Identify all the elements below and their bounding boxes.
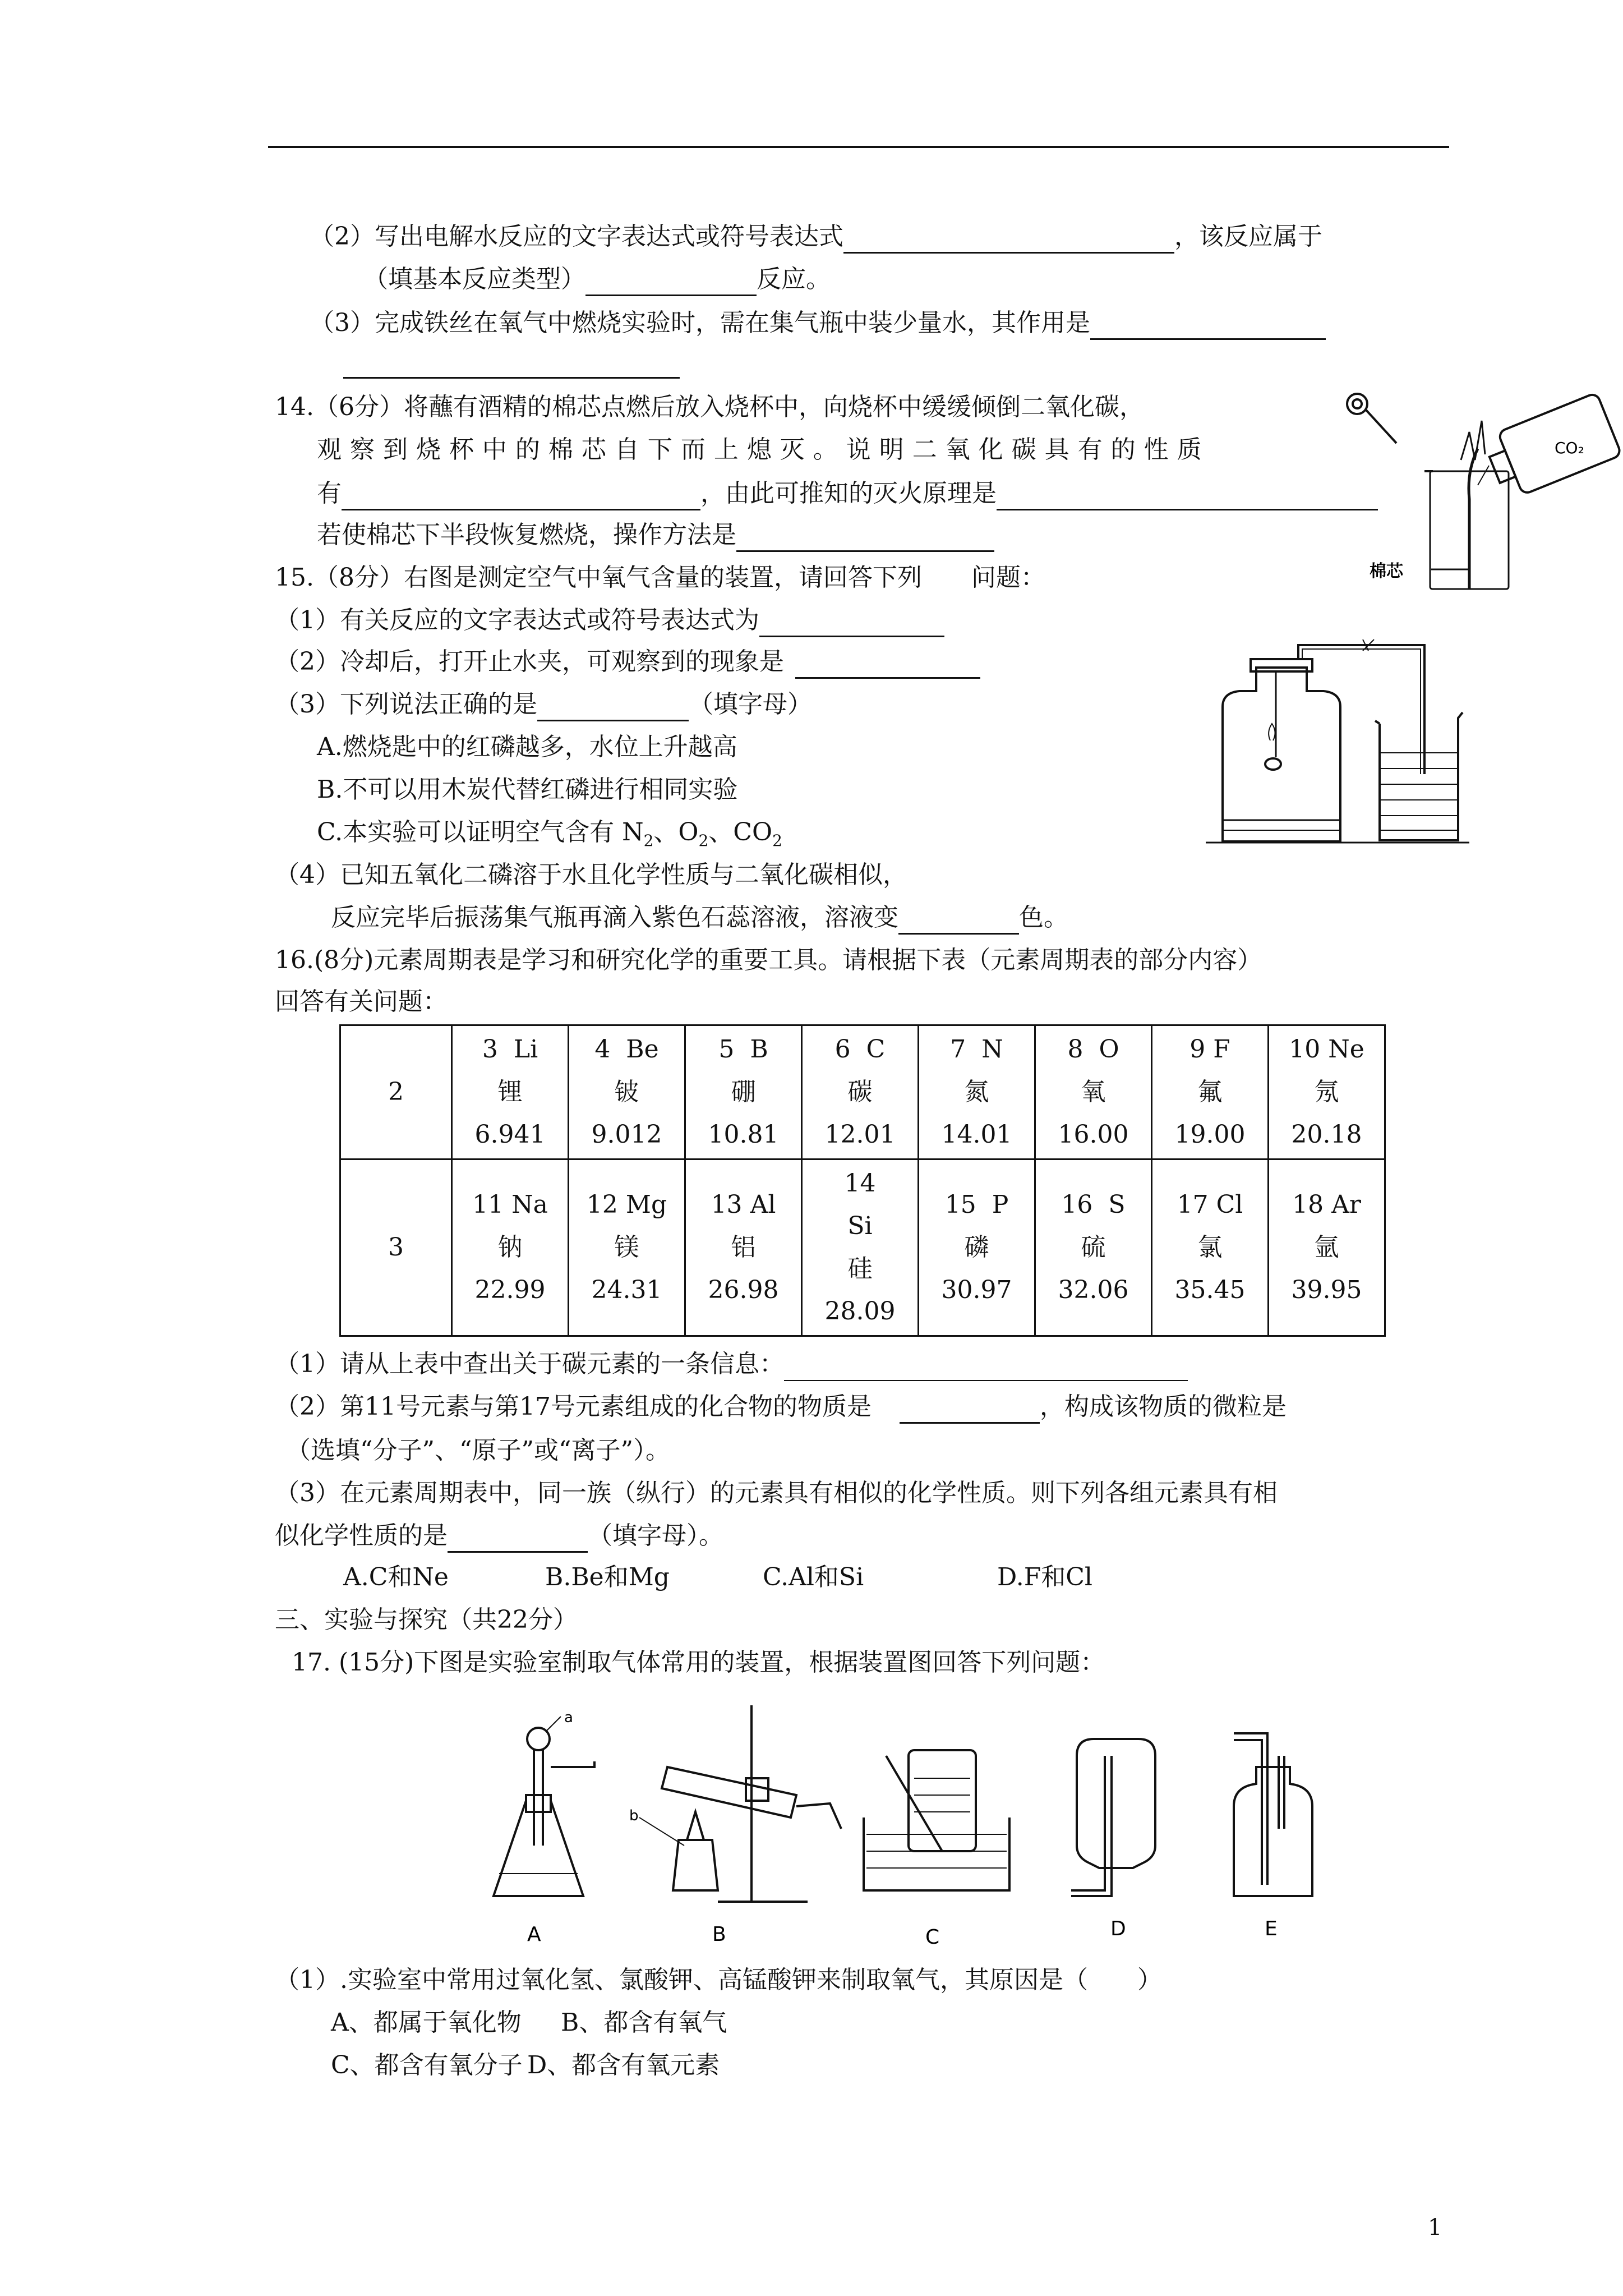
q16-part3: （3）在元素周期表中，同一族（纵行）的元素具有相似的化学性质。则下列各组元素具有相 — [275, 1479, 1278, 1507]
q17-option-a: A、都属于氧化物 — [331, 2008, 522, 2037]
answer-blank[interactable] — [759, 611, 944, 637]
element-al: 13 Al 铝 26.98 — [685, 1159, 802, 1336]
label-apparatus-a: A — [527, 1923, 541, 1946]
q13-part2-line2: （填基本反应类型） 反应。 — [363, 263, 831, 296]
apparatus-d — [1071, 1739, 1155, 1896]
answer-blank[interactable] — [537, 695, 689, 721]
q15-part2: （2）冷却后，打开止水夹，可观察到的现象是 — [275, 645, 980, 679]
answer-blank[interactable] — [736, 526, 994, 552]
element-b: 5 B 硼 10.81 — [685, 1025, 802, 1159]
q13-part3: （3）完成铁丝在氧气中燃烧实验时，需在集气瓶中装少量水，其作用是 — [310, 306, 1326, 340]
q16-option-c: C.Al和Si — [763, 1563, 864, 1591]
q16-line1: 16.(8分)元素周期表是学习和研究化学的重要工具。请根据下表（元素周期表的部分内容） — [275, 946, 1262, 974]
answer-blank[interactable] — [843, 227, 1174, 254]
period-cell: 2 — [340, 1025, 452, 1159]
element-be: 4 Be 铍 9.012 — [569, 1025, 685, 1159]
header-rule — [268, 146, 1449, 148]
q16-option-b: B.Be和Mg — [545, 1563, 670, 1591]
q16-part2-line2: （选填“分子”、“原子”或“离子”）。 — [286, 1436, 670, 1465]
answer-blank[interactable] — [795, 652, 980, 679]
label-apparatus-c: C — [925, 1926, 940, 1949]
q15-apparatus-figure — [1206, 628, 1469, 858]
answer-blank[interactable] — [900, 1397, 1040, 1424]
q15-option-c: C.本实验可以证明空气含有 $N_2$、$O_2$、$CO_2$ — [317, 818, 782, 850]
label-apparatus-e: E — [1265, 1917, 1278, 1940]
q17-part1: （1）.实验室中常用过氧化氢、氯酸钾、高锰酸钾来制取氧气，其原因是（ ） — [275, 1966, 1162, 1994]
apparatus-c — [864, 1750, 1009, 1890]
answer-blank[interactable] — [1090, 314, 1326, 340]
label-b: b — [629, 1807, 639, 1824]
label-a: a — [564, 1709, 573, 1726]
q17-line1: 17. (15分)下图是实验室制取气体常用的装置，根据装置图回答下列问题： — [292, 1648, 1105, 1677]
element-li: 3 Li 锂 6.941 — [452, 1025, 569, 1159]
element-p: 15 P 磷 30.97 — [919, 1159, 1035, 1336]
q15-part4-line2: 反应完毕后振荡集气瓶再滴入紫色石蕊溶液，溶液变 色。 — [331, 901, 1068, 935]
element-ne: 10 Ne 氖 20.18 — [1269, 1025, 1385, 1159]
element-f: 9 F 氟 19.00 — [1152, 1025, 1269, 1159]
q16-part2: （2）第11号元素与第17号元素组成的化合物的物质是 ，构成该物质的微粒是 — [275, 1390, 1287, 1424]
label-apparatus-d: D — [1110, 1917, 1126, 1940]
answer-blank[interactable] — [342, 484, 700, 510]
co2-label: CO₂ — [1555, 439, 1584, 457]
answer-blank[interactable] — [448, 1526, 588, 1553]
answer-blank[interactable] — [784, 1355, 1188, 1381]
table-row — [340, 1159, 1385, 1336]
q14-line2: 观 察 到 烧 杯 中 的 棉 芯 自 下 而 上 熄 灭 。 说 明 二 氧 化 碳 具 有 的 性 质 — [317, 435, 1202, 464]
q14-line1: 14.（6分）将蘸有酒精的棉芯点燃后放入烧杯中，向烧杯中缓缓倾倒二氧化碳， — [275, 393, 1144, 421]
q15-part3: （3）下列说法正确的是 （填字母） — [275, 688, 812, 721]
period-cell: 3 — [340, 1159, 452, 1336]
q16-part3-line2: 似化学性质的是 （填字母）。 — [275, 1519, 723, 1553]
q15-option-a: A.燃烧匙中的红磷越多，水位上升越高 — [317, 733, 737, 761]
apparatus-e — [1234, 1733, 1312, 1896]
element-c: 6 C 碳 12.01 — [802, 1025, 919, 1159]
q16-part1: （1）请从上表中查出关于碳元素的一条信息： — [275, 1347, 1188, 1381]
q16-option-a: A.C和Ne — [343, 1563, 449, 1591]
periodic-table — [339, 1024, 1386, 1337]
element-na: 11 Na 钠 22.99 — [452, 1159, 569, 1336]
element-mg: 12 Mg 镁 24.31 — [569, 1159, 685, 1336]
table-row — [340, 1025, 1385, 1159]
element-cl: 17 Cl 氯 35.45 — [1152, 1159, 1269, 1336]
apparatus-b — [639, 1705, 841, 1902]
element-si: 14 Si 硅 28.09 — [802, 1159, 919, 1336]
element-n: 7 N 氮 14.01 — [919, 1025, 1035, 1159]
q14-beaker-figure — [1335, 387, 1615, 600]
answer-blank[interactable] — [898, 908, 1019, 935]
page-number: 1 — [1428, 2215, 1442, 2240]
q15-line1: 15.（8分）右图是测定空气中氧气含量的装置，请回答下列 问题： — [275, 563, 1045, 592]
q17-option-b: B、都含有氧气 — [561, 2008, 727, 2037]
q17-apparatus-figure — [482, 1705, 1357, 1952]
apparatus-a — [494, 1717, 594, 1896]
answer-blank[interactable] — [585, 270, 757, 296]
element-o: 8 O 氧 16.00 — [1035, 1025, 1152, 1159]
q15-option-b: B.不可以用木炭代替红磷进行相同实验 — [317, 775, 738, 804]
q14-line3: 有 ，由此可推知的灭火原理是 — [317, 477, 1378, 510]
q16-option-d: D.F和Cl — [997, 1563, 1092, 1591]
answer-blank-line[interactable] — [343, 377, 680, 379]
q15-part4-line1: （4）已知五氧化二磷溶于水且化学性质与二氧化碳相似， — [275, 861, 907, 889]
label-apparatus-b: B — [712, 1923, 726, 1946]
q14-line4: 若使棉芯下半段恢复燃烧，操作方法是 — [317, 518, 994, 552]
element-ar: 18 Ar 氩 39.95 — [1269, 1159, 1385, 1336]
q13-part2: （2）写出电解水反应的文字表达式或符号表达式 ，该反应属于 — [310, 220, 1322, 254]
element-s: 16 S 硫 32.06 — [1035, 1159, 1152, 1336]
section-heading: 三、实验与探究（共22分） — [275, 1605, 578, 1634]
answer-blank[interactable] — [997, 484, 1378, 510]
q17-option-d: D、都含有氧元素 — [527, 2051, 720, 2079]
wick-label: 棉芯 — [1370, 562, 1403, 581]
q17-option-c: C、都含有氧分子 — [331, 2051, 523, 2079]
q16-line2: 回答有关问题： — [275, 987, 448, 1016]
q15-part1: （1）有关反应的文字表达式或符号表达式为 — [275, 604, 944, 637]
